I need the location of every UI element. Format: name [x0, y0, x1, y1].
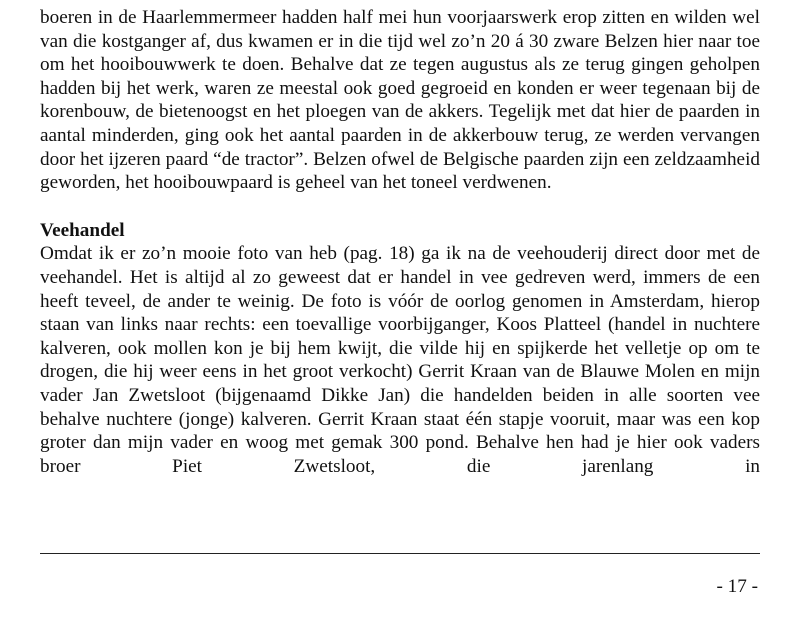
paragraph-hooibouw: boeren in de Haarlemmermeer hadden half mei hun voorjaarswerk erop zitten en wilden wel van die kostganger af, dus kwamen er in die tijd wel zo’n 20 á 30 zware Belzen hier naar toe om het hooibouwwerk te doen. Behalve dat ze tegen augustus als ze terug gingen geholpen hadden bij het werk, waren ze meestal ook goed gegroeid en konden er weer tegenaan bij de korenbouw, de bietenoogst en het ploegen van de akkers. Tegelijk met dat hier de paarden in aantal minderden, ging ook het aantal paarden in de akkerbouw terug, ze werden vervangen door het ijzeren paard “de tractor”. Belzen ofwel de Belgische paarden zijn een zeldzaamheid geworden, het hooibouwpaard is geheel van het toneel verdwenen. [40, 7, 760, 194]
section-heading-veehandel: Veehandel [40, 219, 125, 241]
document-page [40, 6, 760, 478]
page-number: - 17 - [716, 576, 758, 597]
footer-divider [40, 553, 760, 554]
paragraph-veehandel: Omdat ik er zo’n mooie foto van heb (pag. 18) ga ik na de veehouderij direct door met de veehandel. Het is altijd al zo geweest dat er handel in vee gedreven werd, immers de een heeft teveel, de ander te weinig. De foto is vóór de oorlog genomen in Amsterdam, hierop staan van links naar rechts: een toevallige voorbijganger, Koos Platteel (handel in nuchtere kalveren, ook mollen kon je bij hem kwijt, die vilde hij en spijkerde het velletje op om te drogen, die hij weer eens in het groot verkocht) Gerrit Kraan van de Blauwe Molen en mijn vader Jan Zwetsloot (bijgenaamd Dikke Jan) die handelden beiden in alle soorten vee behalve nuchtere (jonge) kalveren. Gerrit Kraan staat één stapje vooruit, maar was een kop groter dan mijn vader en woog met gemak 300 pond. Behalve hen had je hier ook vaders broer Piet Zwetsloot, die jarenlang in [40, 243, 760, 477]
